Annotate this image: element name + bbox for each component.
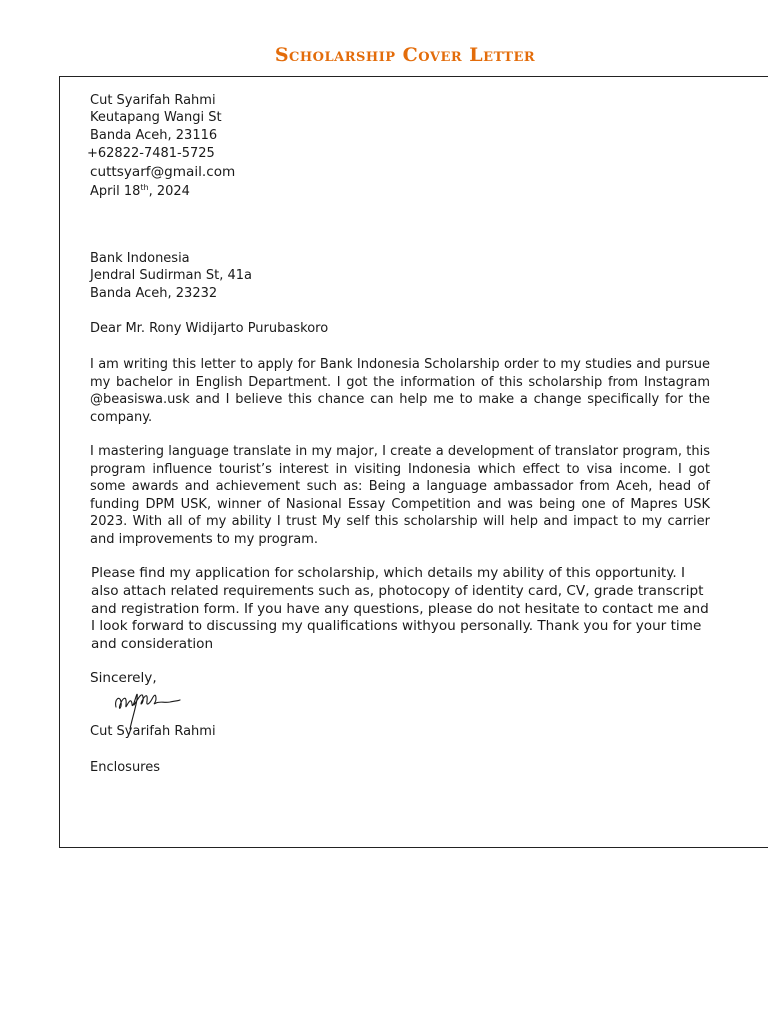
enclosures: Enclosures: [90, 760, 161, 775]
date-month-day: April 18: [90, 184, 141, 199]
letter-title: Scholarship Cover Letter: [274, 44, 536, 66]
body-paragraph-2: I mastering language translate in my major, I create a development of translator program, this program influence tourist’s interest in visiting Indonesia which effect to visa income. I got some awards and achievement such as: Being a language ambassador from Aceh, head of funding DPM USK, winner of Nasional Essay Competition and was being one of Mapres USK 2023. With all of my ability I trust My self this scholarship will help and impact to my carrier and improvements to my program.: [90, 444, 710, 547]
date-ordinal: th: [140, 183, 149, 192]
sender-city: Banda Aceh, 23116: [90, 128, 218, 143]
sender-street: Keutapang Wangi St: [90, 110, 222, 125]
recipient-street: Jendral Sudirman St, 41a: [90, 268, 252, 283]
recipient-city: Banda Aceh, 23232: [90, 286, 218, 301]
closing: Sincerely,: [90, 670, 157, 686]
sender-email: cuttsyarf@gmail.com: [90, 164, 236, 180]
body-paragraph-3: Please find my application for scholarship, which details my ability of this opportunity. I also attach related requirements such as, photocopy of identity card, CV, grade transcript and registration form. If you have any questions, please do not hesitate to contact me and I look forward to discussing my qualifications withyou personally. Thank you for your time and consideration: [91, 565, 709, 653]
signature-name: Cut Syarifah Rahmi: [90, 724, 216, 739]
body-paragraph-1: I am writing this letter to apply for Bank Indonesia Scholarship order to my studies and pursue my bachelor in English Department. I got the information of this scholarship from Instagram @beasiswa.usk and I believe this chance can help me to make a change specifically for the company.: [90, 357, 710, 425]
sender-name: Cut Syarifah Rahmi: [90, 93, 216, 108]
recipient-org: Bank Indonesia: [90, 251, 190, 266]
salutation: Dear Mr. Rony Widijarto Purubaskoro: [90, 321, 329, 336]
sender-phone: +62822-7481-5725: [87, 146, 215, 161]
letter-date: [90, 183, 190, 201]
date-year: , 2024: [148, 184, 190, 199]
